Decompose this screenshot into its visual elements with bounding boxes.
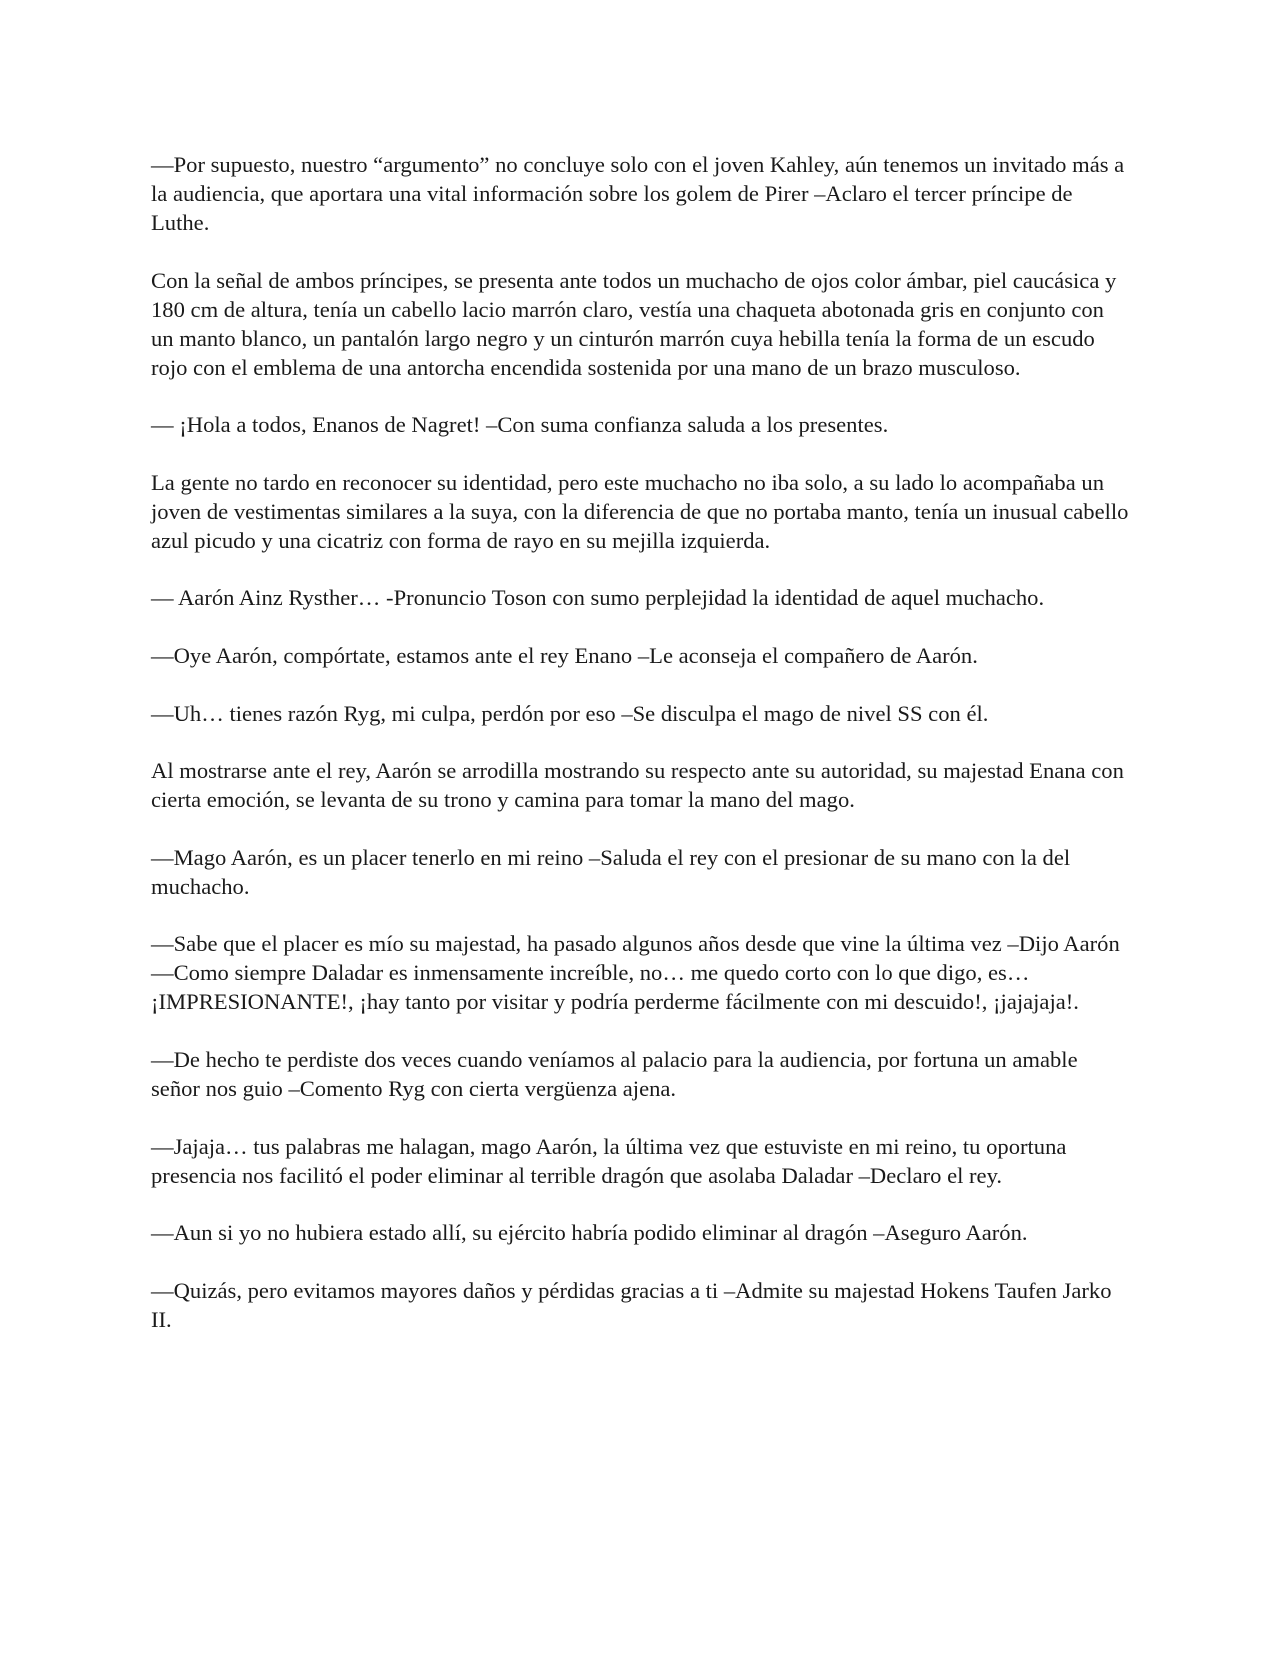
paragraph: Con la señal de ambos príncipes, se presenta ante todos un muchacho de ojos color ámbar, piel caucásica y 180 cm de altura, tenía un cabello lacio marrón claro, vestía una chaqueta abotonada gris en conjunto con un manto blanco, un pantalón largo negro y un cinturón marrón cuya hebilla tenía la forma de un escudo rojo con el emblema de una antorcha encendida sostenida por una mano de un brazo musculoso.	[151, 267, 1117, 380]
paragraph: —De hecho te perdiste dos veces cuando veníamos al palacio para la audiencia, por fortuna un amable señor nos guio –Comento Ryg con cierta vergüenza ajena.	[151, 1046, 1078, 1101]
paragraph: — ¡Hola a todos, Enanos de Nagret! –Con suma confianza saluda a los presentes.	[151, 412, 889, 438]
paragraph: —Aun si yo no hubiera estado allí, su ejército habría podido eliminar al dragón –Aseguro Aarón.	[151, 1220, 1028, 1246]
paragraph: Al mostrarse ante el rey, Aarón se arrodilla mostrando su respecto ante su autoridad, su majestad Enana con cierta emoción, se levanta de su trono y camina para tomar la mano del mago.	[151, 758, 1124, 813]
paragraph: —Sabe que el placer es mío su majestad, ha pasado algunos años desde que vine la última vez –Dijo Aarón —Como siempre Daladar es inmensamente increíble, no… me quedo corto con lo que digo, es… ¡IMPRESIONANTE!, ¡hay tanto por visitar y podría perderme fácilmente con mi descuido!, ¡jajajaja!.	[151, 931, 1120, 1015]
paragraph: La gente no tardo en reconocer su identidad, pero este muchacho no iba solo, a su lado lo acompañaba un joven de vestimentas similares a la suya, con la diferencia de que no portaba manto, tenía un inusual cabello azul picudo y una cicatriz con forma de rayo en su mejilla izquierda.	[151, 469, 1129, 553]
paragraph: —Jajaja… tus palabras me halagan, mago Aarón, la última vez que estuviste en mi reino, tu oportuna presencia nos facilitó el poder eliminar al terrible dragón que asolaba Daladar –Declaro el rey.	[151, 1133, 1067, 1188]
document-body	[151, 150, 1131, 1362]
paragraph: —Por supuesto, nuestro “argumento” no concluye solo con el joven Kahley, aún tenemos un invitado más a la audiencia, que aportara una vital información sobre los golem de Pirer –Aclaro el tercer príncipe de Luthe.	[151, 152, 1125, 235]
paragraph: —Quizás, pero evitamos mayores daños y pérdidas gracias a ti –Admite su majestad Hokens Taufen Jarko II.	[151, 1277, 1112, 1332]
paragraph: — Aarón Ainz Rysther… -Pronuncio Toson con sumo perplejidad la identidad de aquel muchacho.	[151, 585, 1045, 611]
paragraph: —Oye Aarón, compórtate, estamos ante el rey Enano –Le aconseja el compañero de Aarón.	[151, 642, 978, 668]
paragraph: —Uh… tienes razón Ryg, mi culpa, perdón por eso –Se disculpa el mago de nivel SS con él.	[151, 700, 989, 726]
paragraph: —Mago Aarón, es un placer tenerlo en mi reino –Saluda el rey con el presionar de su mano con la del muchacho.	[151, 844, 1071, 899]
